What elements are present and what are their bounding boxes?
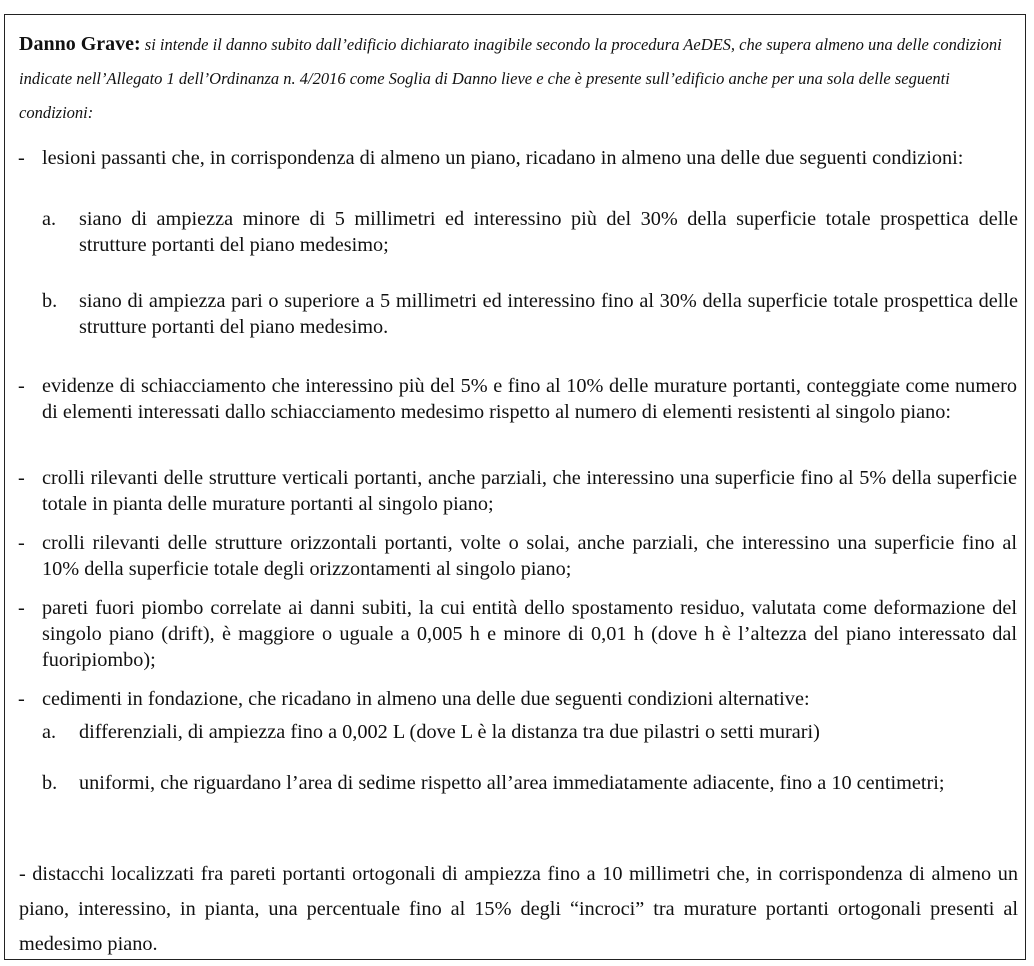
- condition-text: evidenze di schiacciamento che interessino più del 5% e fino al 10% delle murature portanti, conteggiate come numero di elementi interessati dallo schiacciamento medesimo rispetto al numero di elementi resistenti al singolo piano:: [42, 375, 1017, 423]
- definition-paragraph: [19, 27, 1019, 130]
- sub-letter: a.: [42, 721, 57, 743]
- list-bullet: -: [18, 688, 25, 710]
- condition-text: lesioni passanti che, in corrispondenza di almeno un piano, ricadano in almeno una delle due seguenti condizioni:: [42, 147, 964, 169]
- definition-box: [4, 14, 1026, 960]
- sub-condition-text: uniformi, che riguardano l’area di sedime rispetto all’area immediatamente adiacente, fino a 10 centimetri;: [79, 772, 945, 794]
- list-bullet: -: [18, 147, 25, 169]
- sub-letter: b.: [42, 290, 58, 312]
- sub-condition-text: siano di ampiezza pari o superiore a 5 millimetri ed interessino fino al 30% della superficie totale prospettica delle strutture portanti del piano medesimo.: [79, 290, 1018, 338]
- condition-text: cedimenti in fondazione, che ricadano in almeno una delle due seguenti condizioni alternative:: [42, 688, 810, 710]
- sub-condition-text: differenziali, di ampiezza fino a 0,002 L (dove L è la distanza tra due pilastri o setti murari): [79, 721, 820, 743]
- definition-text: si intende il danno subito dall’edificio dichiarato inagibile secondo la procedura AeDES, che supera almeno una delle condizioni indicate nell’Allegato 1 dell’Ordinanza n. 4/2016 come Soglia di Danno lieve e che è presente sull’edificio anche per una sola delle seguenti condizioni:: [19, 35, 1002, 122]
- list-bullet: -: [18, 467, 25, 489]
- condition-text: crolli rilevanti delle strutture verticali portanti, anche parziali, che interessino una superficie fino al 5% della superficie totale in pianta delle murature portanti al singolo piano;: [42, 467, 1017, 515]
- list-bullet: -: [18, 597, 25, 619]
- sub-letter: b.: [42, 772, 58, 794]
- sub-condition-text: siano di ampiezza minore di 5 millimetri ed interessino più del 30% della superficie totale prospettica delle strutture portanti del piano medesimo;: [79, 208, 1018, 256]
- list-bullet: -: [18, 532, 25, 554]
- final-condition-paragraph: - distacchi localizzati fra pareti portanti ortogonali di ampiezza fino a 10 millimetri che, in corrispondenza di almeno un piano, interessino, in pianta, una percentuale fino al 15% degli “incroci” tra murature portanti ortogonali presenti al medesimo piano.: [19, 863, 1018, 955]
- sub-letter: a.: [42, 208, 57, 230]
- definition-term: Danno Grave:: [19, 33, 141, 55]
- condition-text: crolli rilevanti delle strutture orizzontali portanti, volte o solai, anche parziali, che interessino una superficie fino al 10% della superficie totale degli orizzontamenti al singolo piano;: [42, 532, 1017, 580]
- list-bullet: -: [18, 375, 25, 397]
- condition-text: pareti fuori piombo correlate ai danni subiti, la cui entità dello spostamento residuo, valutata come deformazione del singolo piano (drift), è maggiore o uguale a 0,005 h e minore di 0,01 h (dove h è l’altezza del piano interessato dal fuoripiombo);: [42, 597, 1017, 671]
